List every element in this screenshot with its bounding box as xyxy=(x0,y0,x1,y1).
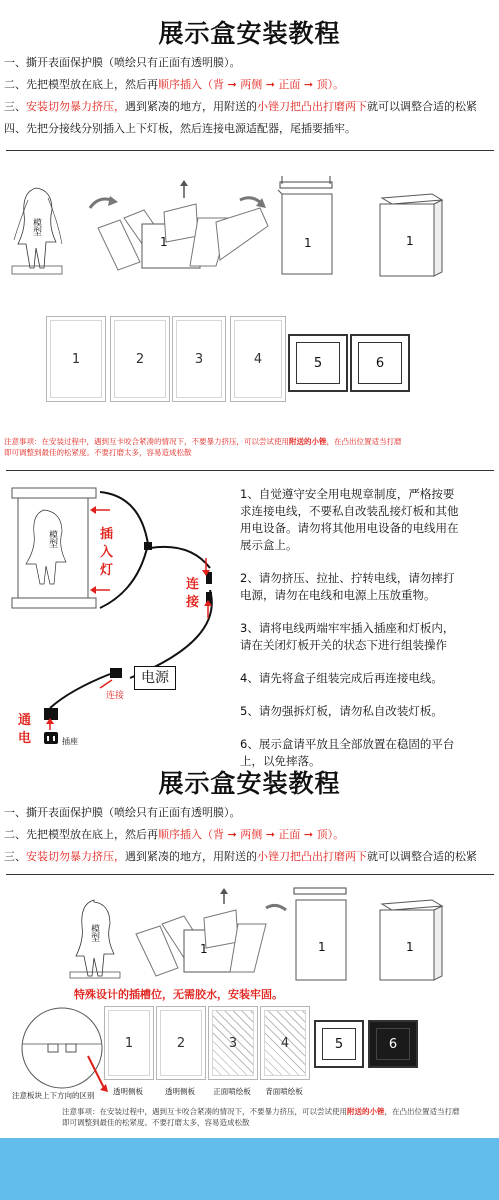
step-2 xyxy=(4,78,344,92)
step-3-file-hint: 小锉刀把凸出打磨两下 xyxy=(257,100,367,113)
rule-line: 1、自觉遵守安全用电规章制度，严格按要 xyxy=(240,487,455,501)
panel-1-number: 1 xyxy=(71,351,81,367)
connect-char-1: 连 xyxy=(186,577,200,592)
connect-small-label: 连接 xyxy=(106,691,125,701)
panel-6 xyxy=(368,1020,418,1068)
panel-6-number: 6 xyxy=(375,355,385,371)
rule-line: 展示盒上。 xyxy=(240,538,298,552)
figure-label: 模型 xyxy=(31,218,41,236)
step-3 xyxy=(4,100,477,114)
insert-light-label xyxy=(100,526,114,580)
panel-5 xyxy=(288,334,348,392)
panel-4-number: 4 xyxy=(280,1035,290,1051)
panel-4-number: 4 xyxy=(253,351,263,367)
panel-1 xyxy=(46,316,106,402)
panel-2 xyxy=(110,316,170,402)
step-3-file-hint: 小锉刀把凸出打磨两下 xyxy=(257,850,367,863)
panel-2-label: 透明侧板 xyxy=(165,1087,195,1096)
step-2-order: 顺序插入（背 ➞ 两侧 ➞ 正面 ➞ 顶）。 xyxy=(158,828,345,841)
box-lift-number: 1 xyxy=(304,236,312,250)
panel-3 xyxy=(172,316,226,402)
box-unfold-number: 1 xyxy=(200,942,208,956)
rule-line: 求连接电线，不要私自改装乱接灯板和其他 xyxy=(240,504,459,518)
note-file: 附送的小锉 xyxy=(347,1107,385,1116)
step-2-text: 二、先把模型放在底上，然后再 xyxy=(4,828,158,841)
step-3-text: 遇到紧凑的地方，用附送的 xyxy=(125,100,257,113)
wiring-figure-label: 模型 xyxy=(47,530,57,548)
box-unfold-illustration xyxy=(80,178,270,278)
connect-char-2: 接 xyxy=(186,595,200,610)
energize-char-1: 通 xyxy=(18,713,32,728)
slot-caption: 注意板块上下方向的区别 xyxy=(12,1091,95,1100)
panel-4-label: 背面喷绘板 xyxy=(265,1087,303,1096)
rule-line: 请在关闭灯板开关的状态下进行组装操作 xyxy=(240,638,447,652)
step-3-tail: 就可以调整合适的松紧 xyxy=(367,850,477,863)
box-assembled-number: 1 xyxy=(406,940,414,954)
panel-3-number: 3 xyxy=(228,1035,238,1051)
panel-2-number: 2 xyxy=(176,1035,186,1051)
panel-2-number: 2 xyxy=(135,351,145,367)
step-4: 四、先把分接线分别插入上下灯板，然后连接电源适配器，尾插要插牢。 xyxy=(4,122,356,135)
divider xyxy=(6,874,494,875)
figure-label: 模型 xyxy=(89,924,99,942)
step-1: 一、撕开表面保护膜（喷绘只有正面有透明膜）。 xyxy=(4,56,241,69)
panel-3 xyxy=(208,1006,258,1080)
note-line-2: 即可调整到最佳的松紧度。不要打磨太多，容易造成松散 xyxy=(4,448,192,457)
rule-line: 2、请勿挤压、拉扯、拧转电线，请勿摔打 xyxy=(240,571,455,585)
panel-6-number: 6 xyxy=(388,1036,398,1052)
step-3 xyxy=(4,850,477,864)
page-title-2: 展示盒安装教程 xyxy=(158,769,341,798)
slot-note: 特殊设计的插槽位，无需胶水，安装牢固。 xyxy=(74,988,283,1001)
panel-1 xyxy=(104,1006,154,1080)
wiring-diagram xyxy=(0,480,250,770)
divider xyxy=(6,470,494,471)
step-2-text: 二、先把模型放在底上，然后再 xyxy=(4,78,158,91)
box-unfold-illustration xyxy=(126,888,296,984)
page-title: 展示盒安装教程 xyxy=(158,19,341,48)
step-2 xyxy=(4,828,344,842)
insert-light-char-1: 插 xyxy=(100,527,114,542)
rule-line: 5、请勿强拆灯板，请勿私自改装灯板。 xyxy=(240,704,443,718)
note-text-tail: ，在凸出位置适当打磨 xyxy=(326,437,402,446)
insert-light-char-2: 入 xyxy=(100,545,114,560)
socket-label: 插座 xyxy=(62,737,78,746)
panel-5-number: 5 xyxy=(334,1036,344,1052)
note-text-tail: ，在凸出位置适当打磨 xyxy=(384,1107,460,1116)
panel-4 xyxy=(230,316,286,402)
rule-line: 上，以免摔落。 xyxy=(240,754,321,768)
rule-line: 4、请先将盒子组装完成后再连接电线。 xyxy=(240,671,443,685)
step-3-warning: 安装切勿暴力挤压， xyxy=(26,850,125,863)
rule-line: 用电设备。请勿将其他用电设备的电线用在 xyxy=(240,521,459,535)
panel-6 xyxy=(350,334,410,392)
divider xyxy=(6,150,494,151)
step-3-num: 三、 xyxy=(4,100,26,113)
install-note xyxy=(4,436,402,458)
step-1: 一、撕开表面保护膜（喷绘只有正面有透明膜）。 xyxy=(4,806,241,819)
step-3-tail: 就可以调整合适的松紧 xyxy=(367,100,477,113)
rule-line: 6、展示盒请平放且全部放置在稳固的平台 xyxy=(240,737,455,751)
energize-char-2: 电 xyxy=(18,731,32,746)
panel-3-number: 3 xyxy=(194,351,204,367)
step-3-num: 三、 xyxy=(4,850,26,863)
note-line-2: 即可调整到最佳的松紧度。不要打磨太多，容易造成松散 xyxy=(62,1118,250,1127)
energize-label xyxy=(18,712,32,748)
note-text: 注意事项：在安装过程中，遇到互卡咬合紧凑的情况下，不要暴力挤压，可以尝试使用 xyxy=(62,1107,347,1116)
panel-1-number: 1 xyxy=(124,1035,134,1051)
insert-light-char-3: 灯 xyxy=(100,563,114,578)
panel-5-number: 5 xyxy=(313,355,323,371)
note-text: 注意事项：在安装过程中，遇到互卡咬合紧凑的情况下，不要暴力挤压，可以尝试使用 xyxy=(4,437,289,446)
power-adapter-box: 电源 xyxy=(134,666,176,690)
panel-2 xyxy=(156,1006,206,1080)
panel-3-label: 正面喷绘板 xyxy=(213,1087,251,1096)
slot-detail-illustration xyxy=(18,1004,118,1094)
step-3-warning: 安装切勿暴力挤压， xyxy=(26,100,125,113)
panel-5 xyxy=(314,1020,364,1068)
box-unfold-number: 1 xyxy=(160,235,168,249)
box-lift-illustration xyxy=(270,172,340,282)
box-lift-illustration xyxy=(284,878,354,988)
box-lift-number: 1 xyxy=(318,940,326,954)
note-file: 附送的小锉 xyxy=(289,437,327,446)
connect-label xyxy=(186,576,200,612)
panel-4 xyxy=(260,1006,310,1080)
step-3-text: 遇到紧凑的地方，用附送的 xyxy=(125,850,257,863)
install-note-2 xyxy=(62,1106,460,1128)
footer-band xyxy=(0,1138,499,1200)
safety-rules xyxy=(240,486,499,770)
panel-1-label: 透明侧板 xyxy=(113,1087,143,1096)
step-2-order: 顺序插入（背 ➞ 两侧 ➞ 正面 ➞ 顶）。 xyxy=(158,78,345,91)
box-assembled-number: 1 xyxy=(406,234,414,248)
rule-line: 3、请将电线两端牢牢插入插座和灯板内， xyxy=(240,621,455,635)
rule-line: 电源，请勿在电线和电源上压放重物。 xyxy=(240,588,436,602)
